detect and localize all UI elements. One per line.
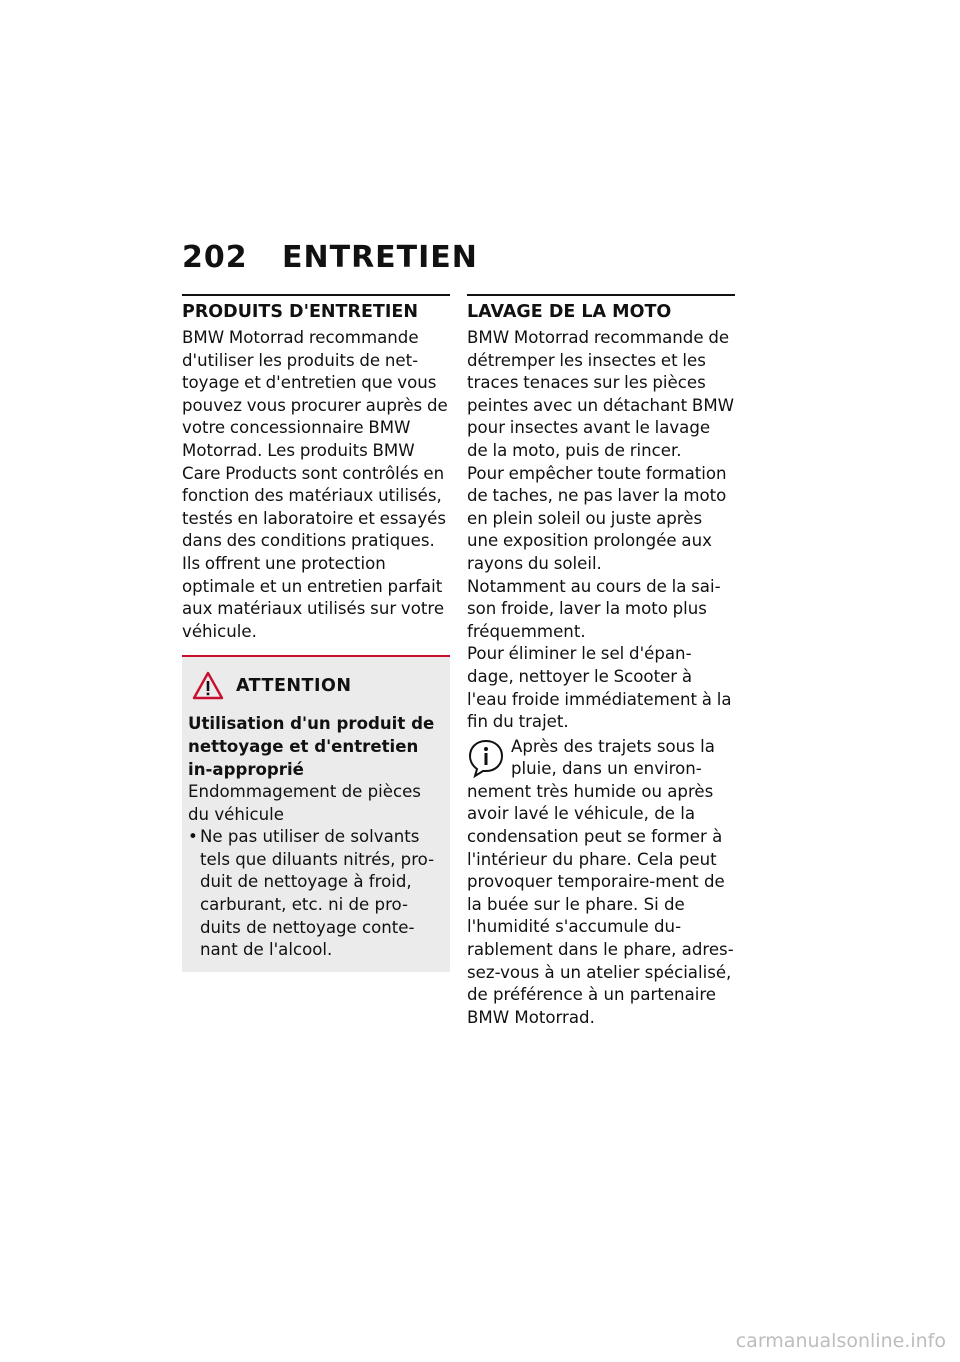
right-column [467, 294, 735, 1029]
info-icon [467, 738, 505, 778]
lavage-paragraph-2: Pour empêcher toute formation de taches, ne pas laver la moto en plein soleil ou juste après une exposition prolongée aux rayons du soleil. [467, 463, 727, 573]
produits-paragraph: BMW Motorrad recommande d'utiliser les produits de net-toyage et d'entretien que vous pouvez vous procurer auprès de votre concessionnaire BMW Motorrad. Les produits BMW Care Products sont contrôlés en fonction des matériaux utilisés, testés en laboratoire et essayés dans des conditions pratiques. Ils offrent une protection optimale et un entretien parfait aux matériaux utilisés sur votre véhicule. [182, 328, 448, 641]
warning-triangle-icon [192, 671, 224, 701]
section-rule [467, 294, 735, 296]
bullet-dot: • [188, 827, 198, 847]
lavage-paragraph-4: Pour éliminer le sel d'épan-dage, nettoyer le Scooter à l'eau froide immédiatement à la fin du trajet. [467, 644, 732, 732]
info-note [467, 736, 735, 1030]
warning-consequence: Endommagement de pièces du véhicule [188, 782, 421, 824]
warning-box [182, 655, 450, 972]
page-title: ENTRETIEN [282, 240, 478, 275]
warning-bullet [188, 826, 444, 962]
warning-header [192, 671, 444, 701]
warning-subtitle: Utilisation d'un produit de nettoyage et d'entretien in-approprié [188, 714, 435, 779]
page-header [182, 240, 478, 275]
warning-bullet-text: Ne pas utiliser de solvants tels que diluants nitrés, pro-duit de nettoyage à froid, carburant, etc. ni de pro-duits de nettoyage conte-nant de l'alcool. [200, 827, 435, 960]
lavage-paragraph-1: BMW Motorrad recommande de détremper les insectes et les traces tenaces sur les pièces peintes avec un détachant BMW pour insectes avant le lavage de la moto, puis de rincer. [467, 328, 735, 460]
section-title-lavage: LAVAGE DE LA MOTO [467, 302, 672, 322]
section-title-produits: PRODUITS D'ENTRETIEN [182, 302, 418, 322]
lavage-paragraph-3: Notamment au cours de la sai-son froide, laver la moto plus fréquemment. [467, 576, 721, 641]
watermark: carmanualsonline.info [735, 1330, 946, 1352]
warning-title: ATTENTION [236, 676, 352, 697]
left-column [182, 294, 450, 972]
info-text: Après des trajets sous la pluie, dans un environ-nement très humide ou après avoir lavé le véhicule, de la condensation peut se former à l'intérieur du phare. Cela peut provoquer temporaire-ment de la buée sur le phare. Si de l'humidité s'accumule du-rablement dans le phare, adres-sez-vous à un atelier spécialisé, de préférence à un partenaire BMW Motorrad. [467, 736, 734, 1027]
page-number: 202 [182, 240, 248, 275]
section-rule [182, 294, 450, 296]
